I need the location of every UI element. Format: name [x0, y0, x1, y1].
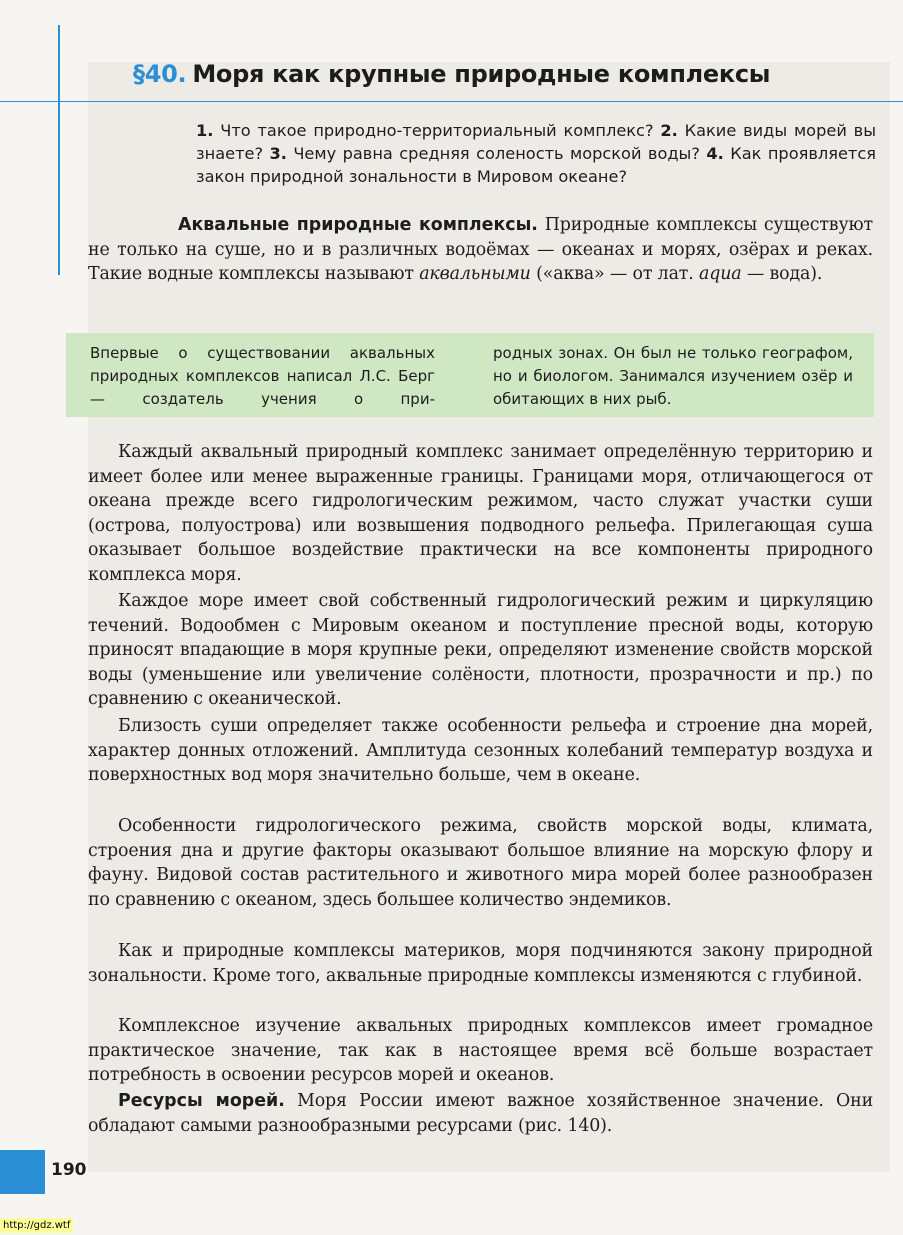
question-text: Чему равна средняя соленость морской воды? [286, 144, 707, 163]
intro-text: — вода). [741, 264, 823, 284]
body-paragraph [88, 814, 873, 912]
paragraph-text: Как и природные комплексы материков, моря подчиняются закону природной зональности. Кроме того, аквальные природные комплексы изменяются с глубиной. [88, 941, 873, 986]
body-paragraph [88, 1014, 873, 1088]
info-box-column-left: Впервые о существовании аквальных природных комплексов написал Л.С. Берг — создатель учения о при- [90, 344, 435, 408]
body-paragraph [88, 440, 873, 587]
info-box-column-right: родных зонах. Он был не только географом, но и биологом. Занимался изучением озёр и обитающих в них рыб. [493, 344, 853, 408]
body-paragraph [88, 714, 873, 788]
resources-text: Моря России имеют важное хозяйственное значение. Они обладают самыми разнообразными ресурсами (рис. 140). [88, 1091, 874, 1136]
question-text: Как проявляется закон природной зональности в Мировом океане? [196, 144, 876, 186]
page-title [133, 60, 770, 88]
paragraph-text: Каждый аквальный природный комплекс занимает определённую территорию и имеет более или менее выраженные границы. Границами моря, отличающегося от океана прежде всего гидрологическим режимом, часто служат участки суши (острова, полуострова) или возвышения подводного рельефа. Прилегающая суша оказывает большое воздействие практически на все компоненты природного комплекса моря. [88, 442, 873, 585]
watermark-link[interactable]: http://gdz.wtf [0, 1218, 73, 1233]
page-tab [0, 1150, 45, 1194]
question-text: Какие виды морей вы знаете? [196, 121, 876, 163]
question-number: 1. [196, 121, 214, 140]
intro-text: («аква» — от лат. [530, 264, 700, 284]
paragraph-text: Комплексное изучение аквальных природных комплексов имеет громадное практическое значение, так как в настоящее время всё больше возрастает потребность в освоении ресурсов морей и океанов. [88, 1016, 873, 1085]
paragraph-number: §40. [133, 60, 187, 88]
intro-paragraph [88, 213, 873, 287]
body-paragraph [88, 939, 873, 988]
question-number: 4. [706, 144, 724, 163]
section-heading: Аквальные природные комплексы. [178, 215, 538, 235]
paragraph-text: Особенности гидрологического режима, свойств морской воды, климата, строения дна и другие факторы оказывают большое влияние на морскую флору и фауну. Видовой состав растительного и животного мира морей более разнообразен по сравнению с океаном, здесь большее количество эндемиков. [88, 816, 873, 910]
page-number: 190 [51, 1160, 87, 1180]
review-questions [196, 119, 876, 188]
intro-text: Природные комплексы существуют не только на суше, но и в различных водоёмах — океанах и морях, озёрах и реках. Такие водные комплексы называют [88, 215, 873, 284]
paragraph-text: Близость суши определяет также особенности рельефа и строение дна морей, характер донных отложений. Амплитуда сезонных колебаний температур воздуха и поверхностных вод моря значительно больше, чем в океане. [88, 716, 873, 785]
resources-paragraph [88, 1089, 873, 1138]
header-rule [0, 101, 903, 102]
info-box [66, 333, 874, 417]
title-text: Моря как крупные природные комплексы [192, 60, 771, 88]
question-number: 2. [660, 121, 678, 140]
latin-word: aqua [699, 264, 742, 284]
margin-rule [58, 25, 60, 275]
question-number: 3. [269, 144, 287, 163]
body-paragraph [88, 589, 873, 712]
section-heading: Ресурсы морей. [118, 1091, 285, 1111]
term-aqual: аквальными [419, 264, 531, 284]
paragraph-text: Каждое море имеет свой собственный гидрологический режим и циркуляцию течений. Водообмен с Мировым океаном и поступление пресной воды, которую приносят впадающие в моря крупные реки, определяют изменение свойств морской воды (уменьшение или увеличение солёности, плотности, прозрачности и пр.) по сравнению с океанической. [88, 591, 873, 709]
question-text: Что такое природно-территориальный комплекс? [213, 121, 661, 140]
